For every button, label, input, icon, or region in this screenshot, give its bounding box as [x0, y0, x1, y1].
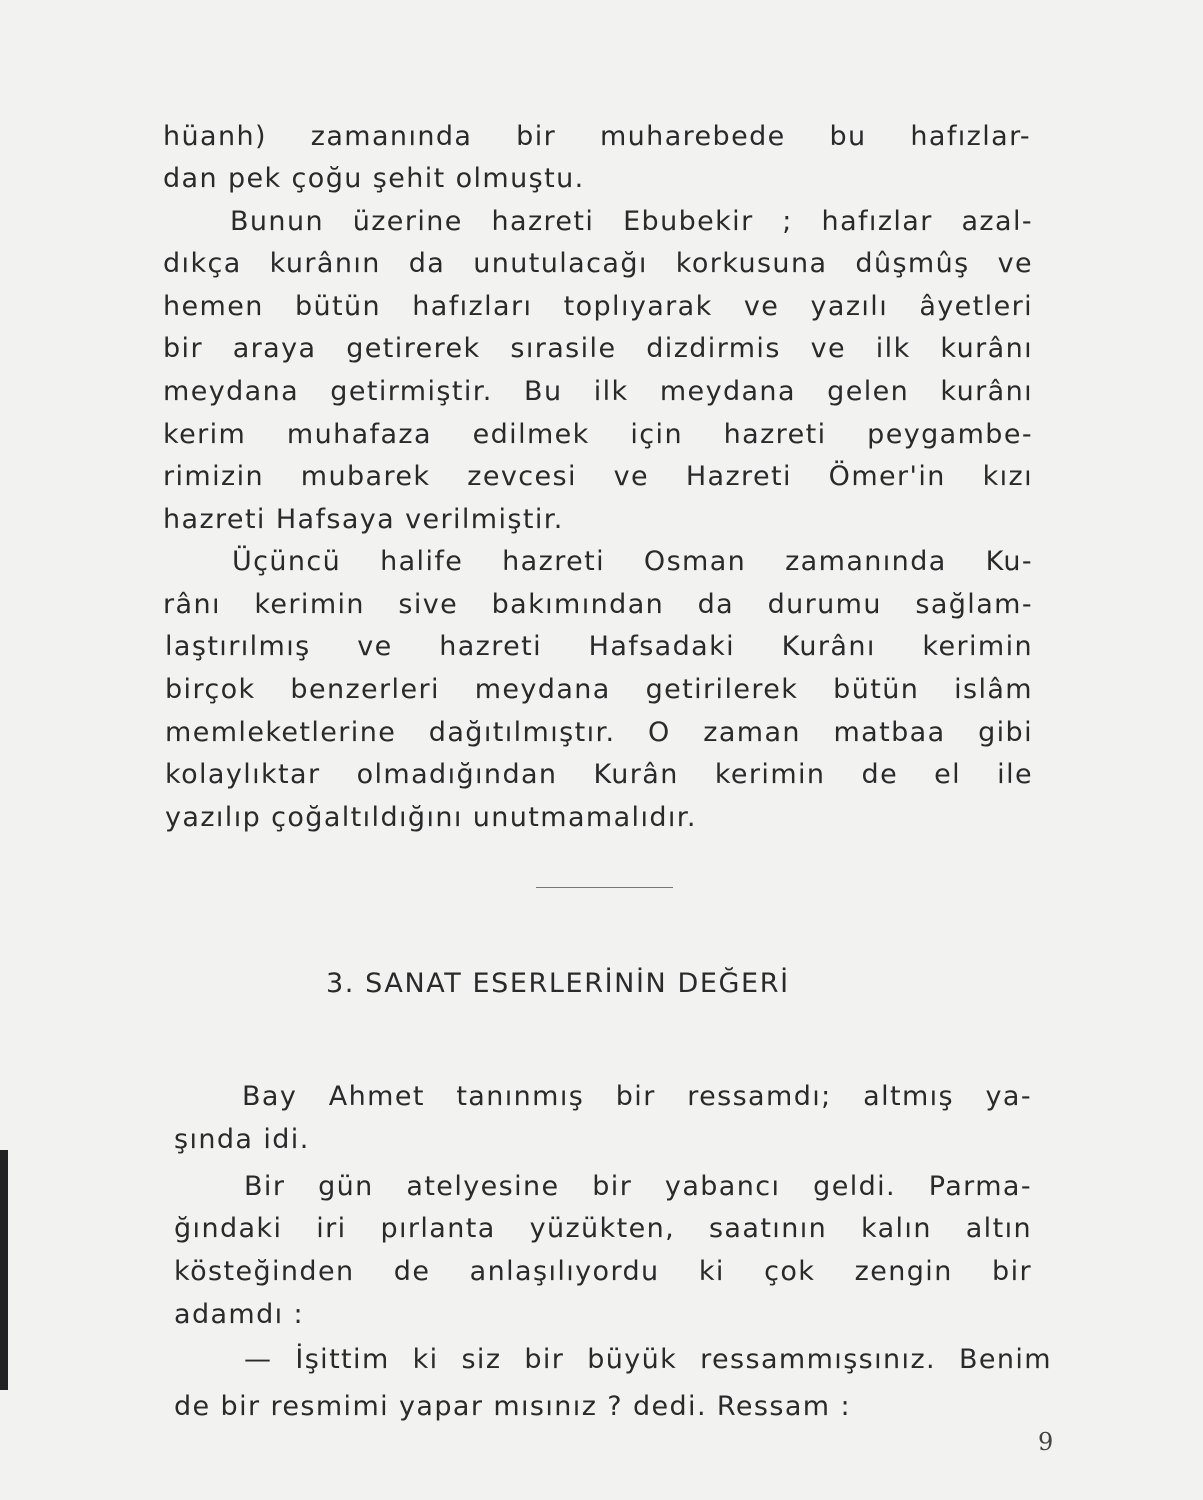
text-line: Bir gün atelyesine bir yabancı geldi. Parma- [244, 1171, 1032, 1202]
section-heading: 3. SANAT ESERLERİNİN DEĞERİ [326, 968, 790, 999]
text-line: yazılıp çoğaltıldığını unutmamalıdır. [165, 802, 697, 833]
text-line: meydana getirmiştir. Bu ilk meydana gelen kurânı [163, 376, 1033, 407]
text-line: kerim muhafaza edilmek için hazreti peygambe- [163, 419, 1033, 450]
text-line: hazreti Hafsaya verilmiştir. [163, 504, 564, 535]
text-line: bir araya getirerek sırasile dizdirmis ve ilk kurânı [163, 333, 1033, 364]
text-line: Bay Ahmet tanınmış bir ressamdı; altmış ya- [242, 1081, 1032, 1112]
section-divider [536, 887, 673, 888]
text-line: kösteğinden de anlaşılıyordu ki çok zengin bir [174, 1256, 1032, 1287]
page-edge-shadow [0, 1150, 8, 1390]
text-line: — İşittim ki siz bir büyük ressammışsınız. Benim [244, 1344, 1052, 1375]
page-number: 9 [1038, 1428, 1054, 1456]
text-line: adamdı : [174, 1299, 305, 1330]
text-line: rânı kerimin sive bakımından da durumu sağlam- [163, 589, 1033, 620]
text-line: Üçüncü halife hazreti Osman zamanında Ku- [232, 546, 1033, 577]
text-line: memleketlerine dağıtılmıştır. O zaman matbaa gibi [165, 717, 1033, 748]
text-line: kolaylıktar olmadığından Kurân kerimin de el ile [165, 759, 1033, 790]
text-line: rimizin mubarek zevcesi ve Hazreti Ömer'in kızı [163, 461, 1033, 492]
text-line: de bir resmimi yapar mısınız ? dedi. Ressam : [174, 1391, 851, 1422]
text-line: ğındaki iri pırlanta yüzükten, saatının kalın altın [174, 1213, 1032, 1244]
text-line: dan pek çoğu şehit olmuştu. [163, 163, 585, 194]
text-line: hüanh) zamanında bir muharebede bu hafızlar- [163, 121, 1031, 152]
text-line: hemen bütün hafızları toplıyarak ve yazılı âyetleri [163, 291, 1033, 322]
text-line: Bunun üzerine hazreti Ebubekir ; hafızlar azal- [230, 206, 1033, 237]
text-line: laştırılmış ve hazreti Hafsadaki Kurânı kerimin [165, 631, 1033, 662]
text-line: dıkça kurânın da unutulacağı korkusuna dûşmûş ve [163, 248, 1033, 279]
text-line: şında idi. [174, 1124, 310, 1155]
text-line: birçok benzerleri meydana getirilerek bütün islâm [165, 674, 1033, 705]
